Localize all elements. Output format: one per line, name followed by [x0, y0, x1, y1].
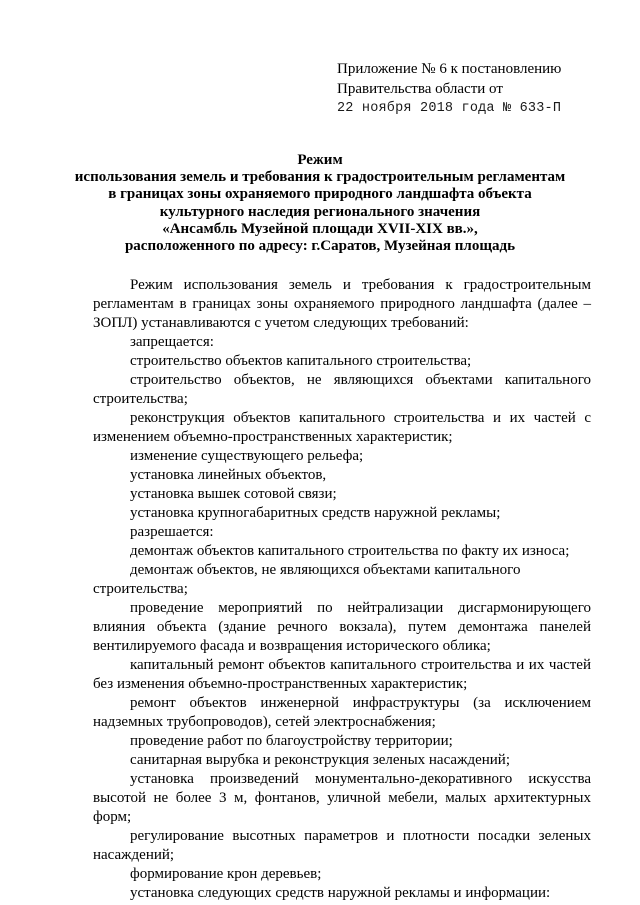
list-item: реконструкция объектов капитального строительства и их частей с изменением объемно-пространственных характеристик;: [93, 410, 591, 445]
list-item: строительство объектов, не являющихся объектами капитального строительства;: [93, 372, 591, 407]
list-item: капитальный ремонт объектов капитального строительства и их частей без изменения объемно-пространственных характеристик;: [93, 657, 591, 692]
title-line-6: расположенного по адресу: г.Саратов, Музейная площадь: [124, 238, 516, 255]
title-line-3: в границах зоны охраняемого природного ландшафта объекта: [108, 186, 532, 203]
list-item: установка линейных объектов,: [130, 467, 327, 483]
paragraph-intro: Режим использования земель и требования к градостроительным регламентам в границах зоны охраняемого природного ландшафта (далее – ЗОПЛ) устанавливаются с учетом следующих требований:: [93, 277, 591, 331]
appendix-header: [337, 60, 607, 119]
document-title: [60, 152, 580, 255]
list-item: демонтаж объектов капитального строительства по факту их износа;: [130, 543, 570, 559]
list-item: установка вышек сотовой связи;: [130, 486, 337, 502]
list-item: формирование крон деревьев;: [130, 866, 322, 882]
list-item: демонтаж объектов, не являющихся объектами капитального строительства;: [93, 562, 521, 597]
document-body: [93, 276, 591, 903]
list-item: проведение работ по благоустройству территории;: [130, 733, 453, 749]
paragraph-prohibited-heading: запрещается:: [130, 334, 214, 350]
list-item: установка произведений монументально-декоративного искусства высотой не более 3 м, фонтанов, уличной мебели, малых архитектурных форм;: [93, 771, 591, 825]
title-line-2: использования земель и требования к градостроительным регламентам: [74, 169, 566, 186]
title-line-4: культурного наследия регионального значения: [159, 203, 481, 220]
paragraph-allowed-heading: разрешается:: [130, 524, 214, 540]
appendix-line-2: Правительства области от: [337, 80, 503, 97]
appendix-line-1: Приложение № 6 к постановлению: [337, 61, 562, 77]
list-item: ремонт объектов инженерной инфраструктуры (за исключением надземных трубопроводов), сетей электроснабжения;: [93, 695, 591, 730]
list-item: проведение мероприятий по нейтрализации дисгармонирующего влияния объекта (здание речного вокзала), путем демонтажа панелей вентилируемого фасада и возвращения исторического облика;: [93, 600, 591, 654]
title-line-1: Режим: [297, 152, 343, 168]
list-item: санитарная вырубка и реконструкция зеленых насаждений;: [130, 752, 510, 768]
list-item: установка крупногабаритных средств наружной рекламы;: [130, 505, 501, 521]
list-item: регулирование высотных параметров и плотности посадки зеленых насаждений;: [93, 828, 591, 863]
list-item: установка следующих средств наружной рекламы и информации:: [130, 885, 551, 901]
title-line-5: «Ансамбль Музейной площади XVII-XIX вв.»,: [162, 220, 478, 237]
appendix-date-stamp: 22 ноября 2018 года № 633-П: [337, 101, 562, 116]
list-item: изменение существующего рельефа;: [130, 448, 364, 464]
list-item: строительство объектов капитального строительства;: [130, 353, 472, 369]
